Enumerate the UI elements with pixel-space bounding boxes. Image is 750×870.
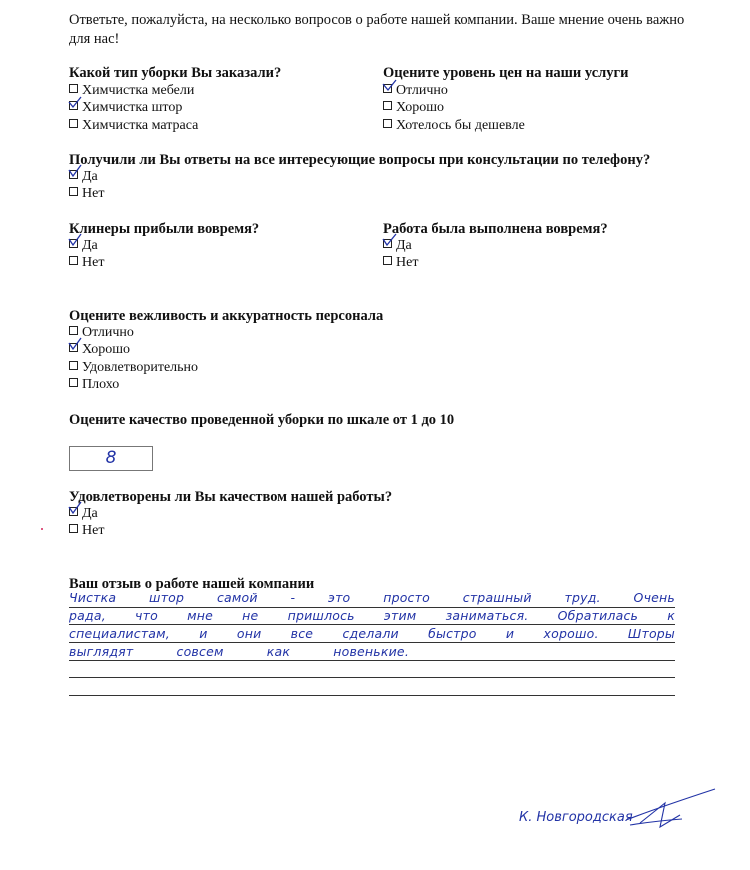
option-label: Плохо	[82, 377, 120, 393]
option-mattress[interactable]	[69, 117, 198, 134]
checkbox[interactable]	[69, 119, 78, 128]
option-label: Хотелось бы дешевле	[396, 117, 525, 133]
checkmark-icon	[68, 165, 84, 181]
question-phone-answers-options	[69, 168, 104, 203]
option-good[interactable]	[69, 341, 198, 358]
option-satisfactory[interactable]	[69, 359, 198, 376]
checkmark-icon	[68, 234, 84, 250]
option-bad[interactable]	[69, 376, 198, 393]
option-label: Химчистка матраса	[82, 117, 199, 133]
feedback-rule	[69, 642, 675, 643]
option-label: Да	[82, 506, 98, 521]
option-yes[interactable]	[69, 505, 104, 522]
question-staff-politeness-title: Оцените вежливость и аккуратность персонала	[69, 308, 384, 324]
signature-scribble-icon	[620, 785, 720, 835]
question-quality-score-title: Оцените качество проведенной уборки по шкале от 1 до 10	[69, 412, 455, 428]
feedback-handwritten-line: выглядят совсем как новенькие.	[69, 644, 409, 659]
option-label: Удовлетворительно	[82, 359, 199, 375]
question-phone-answers-title: Получили ли Вы ответы на все интересующие вопросы при консультации по телефону?	[69, 152, 651, 168]
signature-name: К. Новгородская	[519, 810, 633, 825]
feedback-handwritten-line: специалистам, и они все сделали быстро и хорошо. Шторы	[69, 626, 675, 641]
question-satisfied-title: Удовлетворены ли Вы качеством нашей работы?	[69, 489, 393, 505]
quality-score-field[interactable]	[69, 446, 153, 471]
feedback-rule	[69, 660, 675, 661]
checkbox[interactable]	[69, 84, 78, 93]
feedback-rule	[69, 695, 675, 696]
question-cleaners-on-time-options	[69, 237, 104, 272]
option-no[interactable]	[69, 522, 104, 539]
checkbox[interactable]	[69, 361, 78, 370]
checkmark-icon	[68, 96, 84, 112]
option-label: Нет	[82, 255, 105, 271]
quality-score-value: 8	[105, 448, 117, 468]
option-yes[interactable]	[69, 237, 104, 254]
checkbox[interactable]	[69, 524, 78, 533]
question-work-on-time-options	[383, 237, 418, 272]
checkmark-icon	[382, 234, 398, 250]
option-label: Отлично	[396, 83, 448, 98]
option-label: Нет	[396, 255, 419, 271]
option-label: Да	[396, 238, 412, 253]
question-staff-politeness-options	[69, 324, 198, 394]
feedback-handwritten-line: Чистка штор самой - это просто страшный труд. Очень	[69, 590, 675, 605]
option-label: Нет	[82, 523, 105, 539]
option-no[interactable]	[69, 254, 104, 271]
question-price-level-title: Оцените уровень цен на наши услуги	[383, 65, 629, 81]
checkbox[interactable]	[383, 119, 392, 128]
question-work-on-time-title: Работа была выполнена вовремя?	[383, 221, 608, 237]
question-cleaning-type-title: Какой тип уборки Вы заказали?	[69, 65, 282, 81]
option-curtains[interactable]	[69, 99, 198, 116]
feedback-title: Ваш отзыв о работе нашей компании	[69, 576, 315, 592]
option-label: Химчистка мебели	[82, 83, 195, 98]
option-label: Да	[82, 169, 98, 184]
stray-mark	[41, 528, 43, 530]
option-yes[interactable]	[69, 168, 104, 185]
option-label: Хорошо	[82, 342, 131, 358]
feedback-handwritten-line: рада, что мне не пришлось этим заниматься. Обратилась к	[69, 608, 675, 623]
option-cheaper[interactable]	[383, 117, 525, 134]
feedback-rule	[69, 677, 675, 678]
option-label: Да	[82, 238, 98, 253]
question-cleaning-type-options	[69, 82, 198, 134]
checkbox[interactable]	[69, 326, 78, 335]
option-yes[interactable]	[383, 237, 418, 254]
option-excellent[interactable]	[383, 82, 525, 99]
option-label: Химчистка штор	[82, 100, 183, 116]
option-label: Хорошо	[396, 100, 445, 116]
question-cleaners-on-time-title: Клинеры прибыли вовремя?	[69, 221, 260, 237]
option-furniture[interactable]	[69, 82, 198, 99]
option-excellent[interactable]	[69, 324, 198, 341]
feedback-rule	[69, 624, 675, 625]
intro-text: Ответьте, пожалуйста, на несколько вопросов о работе нашей компании. Ваше мнение очень важно для нас!	[69, 12, 685, 47]
checkmark-icon	[68, 338, 84, 354]
checkbox[interactable]	[383, 256, 392, 265]
option-label: Нет	[82, 186, 105, 202]
checkbox[interactable]	[69, 378, 78, 387]
checkbox[interactable]	[69, 187, 78, 196]
option-no[interactable]	[69, 185, 104, 202]
option-no[interactable]	[383, 254, 418, 271]
checkmark-icon	[68, 502, 84, 518]
checkbox[interactable]	[383, 101, 392, 110]
option-good[interactable]	[383, 99, 525, 116]
question-satisfied-options	[69, 505, 104, 540]
checkmark-icon	[382, 79, 398, 95]
question-price-level-options	[383, 82, 525, 134]
checkbox[interactable]	[69, 256, 78, 265]
option-label: Отлично	[82, 325, 134, 340]
